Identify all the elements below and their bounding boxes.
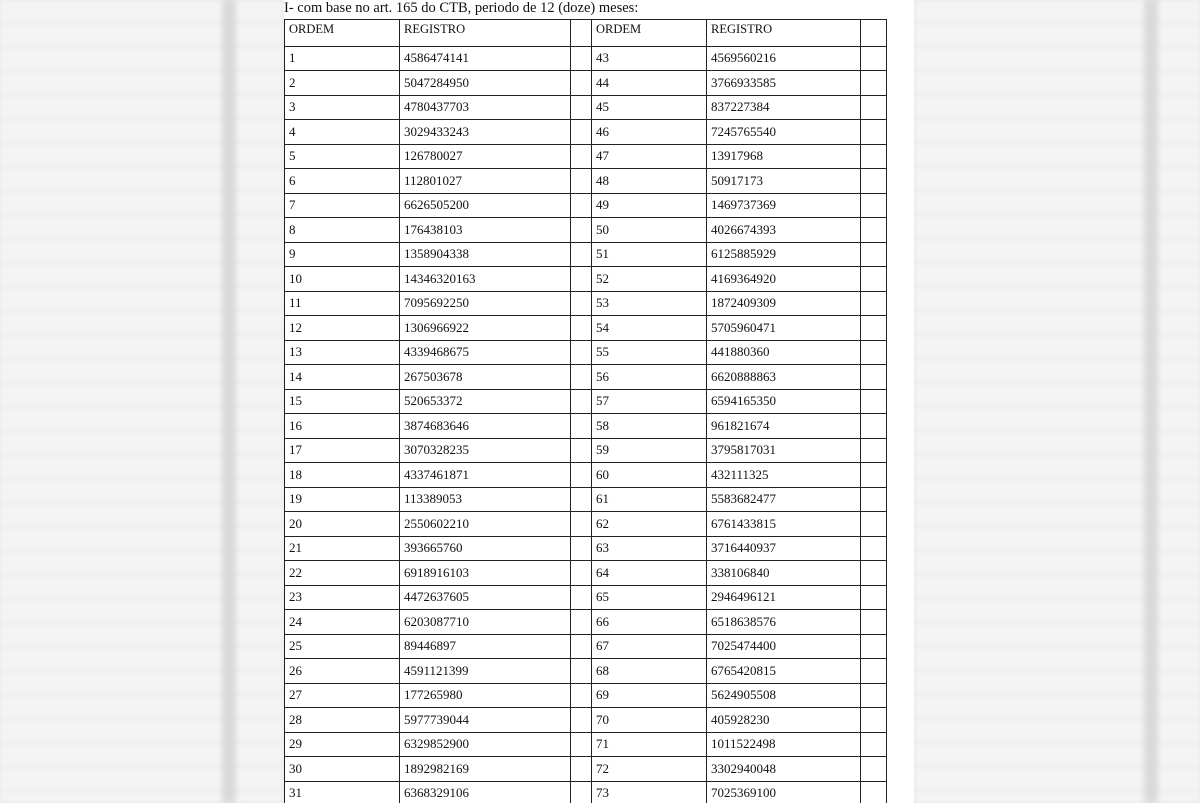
- spacer-cell: [861, 708, 887, 733]
- ordem-cell: 19: [285, 487, 400, 512]
- registro-cell: 1872409309: [707, 291, 861, 316]
- spacer-cell: [861, 365, 887, 390]
- ordem-cell: 58: [592, 414, 707, 439]
- spacer-cell: [571, 659, 592, 684]
- ordem-cell: 6: [285, 169, 400, 194]
- table-row: [285, 316, 887, 341]
- spacer-cell: [861, 242, 887, 267]
- spacer-cell: [571, 20, 592, 47]
- ordem-cell: 48: [592, 169, 707, 194]
- registro-cell: 6518638576: [707, 610, 861, 635]
- table-row: [285, 781, 887, 803]
- header-registro-left: REGISTRO: [400, 20, 571, 47]
- ordem-cell: 61: [592, 487, 707, 512]
- spacer-cell: [861, 732, 887, 757]
- table-row: [285, 585, 887, 610]
- ordem-cell: 9: [285, 242, 400, 267]
- spacer-cell: [861, 659, 887, 684]
- table-row: [285, 708, 887, 733]
- registro-cell: 432111325: [707, 463, 861, 488]
- table-body: [285, 46, 887, 803]
- ordem-cell: 67: [592, 634, 707, 659]
- ordem-cell: 14: [285, 365, 400, 390]
- ordem-cell: 51: [592, 242, 707, 267]
- registro-cell: 1892982169: [400, 757, 571, 782]
- table-row: [285, 536, 887, 561]
- registro-cell: 2946496121: [707, 585, 861, 610]
- ordem-cell: 27: [285, 683, 400, 708]
- spacer-cell: [861, 389, 887, 414]
- ordem-cell: 66: [592, 610, 707, 635]
- table-row: [285, 46, 887, 71]
- spacer-cell: [861, 781, 887, 803]
- ordem-cell: 55: [592, 340, 707, 365]
- ordem-cell: 21: [285, 536, 400, 561]
- ordem-cell: 73: [592, 781, 707, 803]
- registro-cell: 3070328235: [400, 438, 571, 463]
- spacer-cell: [861, 683, 887, 708]
- registro-cell: 112801027: [400, 169, 571, 194]
- registro-cell: 3302940048: [707, 757, 861, 782]
- ordem-cell: 72: [592, 757, 707, 782]
- ordem-cell: 23: [285, 585, 400, 610]
- spacer-cell: [571, 757, 592, 782]
- registro-cell: 6329852900: [400, 732, 571, 757]
- table-row: [285, 438, 887, 463]
- registro-cell: 7025369100: [707, 781, 861, 803]
- ordem-cell: 69: [592, 683, 707, 708]
- spacer-cell: [861, 267, 887, 292]
- table-row: [285, 634, 887, 659]
- registro-cell: 5583682477: [707, 487, 861, 512]
- registro-cell: 338106840: [707, 561, 861, 586]
- spacer-cell: [571, 781, 592, 803]
- ordem-cell: 15: [285, 389, 400, 414]
- spacer-cell: [571, 536, 592, 561]
- registro-cell: 4586474141: [400, 46, 571, 71]
- spacer-cell: [861, 291, 887, 316]
- table-row: [285, 463, 887, 488]
- spacer-cell: [861, 193, 887, 218]
- spacer-cell: [571, 512, 592, 537]
- registro-cell: 13917968: [707, 144, 861, 169]
- ordem-cell: 13: [285, 340, 400, 365]
- header-registro-right: REGISTRO: [707, 20, 861, 47]
- spacer-cell: [861, 463, 887, 488]
- spacer-cell: [571, 316, 592, 341]
- ordem-cell: 64: [592, 561, 707, 586]
- spacer-cell: [861, 169, 887, 194]
- table-header-row: [285, 20, 887, 47]
- spacer-cell: [571, 389, 592, 414]
- header-ordem-left: ORDEM: [285, 20, 400, 47]
- registro-cell: 837227384: [707, 95, 861, 120]
- registro-cell: 177265980: [400, 683, 571, 708]
- spacer-cell: [571, 634, 592, 659]
- table-row: [285, 169, 887, 194]
- registro-cell: 4780437703: [400, 95, 571, 120]
- ordem-cell: 16: [285, 414, 400, 439]
- registro-cell: 3795817031: [707, 438, 861, 463]
- table-row: [285, 193, 887, 218]
- spacer-cell: [571, 267, 592, 292]
- ordem-cell: 26: [285, 659, 400, 684]
- document-page: [284, 0, 914, 803]
- registro-cell: 113389053: [400, 487, 571, 512]
- registro-cell: 4339468675: [400, 340, 571, 365]
- spacer-cell: [571, 487, 592, 512]
- registro-cell: 2550602210: [400, 512, 571, 537]
- ordem-cell: 12: [285, 316, 400, 341]
- registro-cell: 6620888863: [707, 365, 861, 390]
- table-row: [285, 659, 887, 684]
- ordem-cell: 8: [285, 218, 400, 243]
- ordem-cell: 47: [592, 144, 707, 169]
- spacer-cell: [861, 120, 887, 145]
- table-row: [285, 267, 887, 292]
- registro-cell: 89446897: [400, 634, 571, 659]
- registro-cell: 3874683646: [400, 414, 571, 439]
- spacer-cell: [861, 610, 887, 635]
- registro-cell: 4591121399: [400, 659, 571, 684]
- registro-cell: 4472637605: [400, 585, 571, 610]
- spacer-cell: [861, 218, 887, 243]
- ordem-cell: 63: [592, 536, 707, 561]
- registro-cell: 7245765540: [707, 120, 861, 145]
- table-row: [285, 218, 887, 243]
- registro-cell: 3716440937: [707, 536, 861, 561]
- table-row: [285, 120, 887, 145]
- table-row: [285, 757, 887, 782]
- spacer-cell: [571, 71, 592, 96]
- registro-cell: 126780027: [400, 144, 571, 169]
- spacer-cell: [571, 561, 592, 586]
- registro-cell: 267503678: [400, 365, 571, 390]
- registro-cell: 176438103: [400, 218, 571, 243]
- table-row: [285, 95, 887, 120]
- ordem-cell: 1: [285, 46, 400, 71]
- ordem-cell: 22: [285, 561, 400, 586]
- spacer-cell: [571, 365, 592, 390]
- spacer-cell: [861, 561, 887, 586]
- spacer-cell: [571, 708, 592, 733]
- ordem-cell: 3: [285, 95, 400, 120]
- spacer-cell: [861, 340, 887, 365]
- ordem-cell: 46: [592, 120, 707, 145]
- ordem-cell: 24: [285, 610, 400, 635]
- ordem-cell: 56: [592, 365, 707, 390]
- ordem-cell: 71: [592, 732, 707, 757]
- table-row: [285, 144, 887, 169]
- document-caption: I- com base no art. 165 do CTB, periodo de 12 (doze) meses:: [284, 0, 639, 16]
- spacer-cell: [861, 585, 887, 610]
- table-row: [285, 732, 887, 757]
- ordem-cell: 7: [285, 193, 400, 218]
- registro-cell: 6594165350: [707, 389, 861, 414]
- blurred-background-left: [0, 0, 284, 803]
- table-row: [285, 610, 887, 635]
- ordem-cell: 49: [592, 193, 707, 218]
- spacer-cell: [571, 463, 592, 488]
- ordem-cell: 20: [285, 512, 400, 537]
- spacer-cell: [861, 512, 887, 537]
- registro-cell: 5624905508: [707, 683, 861, 708]
- registro-cell: 7095692250: [400, 291, 571, 316]
- ordem-cell: 52: [592, 267, 707, 292]
- registro-cell: 1011522498: [707, 732, 861, 757]
- spacer-cell: [571, 683, 592, 708]
- header-ordem-right: ORDEM: [592, 20, 707, 47]
- spacer-cell: [571, 120, 592, 145]
- ordem-cell: 62: [592, 512, 707, 537]
- table-row: [285, 683, 887, 708]
- spacer-cell: [861, 144, 887, 169]
- table-row: [285, 561, 887, 586]
- registro-cell: 4026674393: [707, 218, 861, 243]
- ordem-cell: 29: [285, 732, 400, 757]
- spacer-cell: [861, 634, 887, 659]
- table-row: [285, 242, 887, 267]
- ordem-cell: 59: [592, 438, 707, 463]
- ordem-cell: 4: [285, 120, 400, 145]
- blurred-background-right: [914, 0, 1200, 803]
- ordem-cell: 30: [285, 757, 400, 782]
- spacer-cell: [571, 46, 592, 71]
- table-row: [285, 340, 887, 365]
- registro-cell: 5705960471: [707, 316, 861, 341]
- ordem-cell: 60: [592, 463, 707, 488]
- spacer-cell: [861, 414, 887, 439]
- ordem-cell: 43: [592, 46, 707, 71]
- registro-cell: 520653372: [400, 389, 571, 414]
- registro-cell: 961821674: [707, 414, 861, 439]
- table-row: [285, 414, 887, 439]
- spacer-cell: [571, 732, 592, 757]
- ordem-cell: 31: [285, 781, 400, 803]
- spacer-cell: [571, 414, 592, 439]
- spacer-cell: [571, 438, 592, 463]
- table-row: [285, 487, 887, 512]
- spacer-cell: [861, 20, 887, 47]
- registro-cell: 6918916103: [400, 561, 571, 586]
- spacer-cell: [861, 95, 887, 120]
- registro-cell: 441880360: [707, 340, 861, 365]
- spacer-cell: [861, 757, 887, 782]
- registro-cell: 6626505200: [400, 193, 571, 218]
- spacer-cell: [571, 340, 592, 365]
- registro-cell: 6203087710: [400, 610, 571, 635]
- ordem-cell: 45: [592, 95, 707, 120]
- ordem-cell: 17: [285, 438, 400, 463]
- ordem-cell: 68: [592, 659, 707, 684]
- ordem-cell: 11: [285, 291, 400, 316]
- registry-table: [284, 19, 887, 803]
- registro-cell: 3029433243: [400, 120, 571, 145]
- ordem-cell: 57: [592, 389, 707, 414]
- registro-cell: 4169364920: [707, 267, 861, 292]
- ordem-cell: 25: [285, 634, 400, 659]
- spacer-cell: [571, 144, 592, 169]
- spacer-cell: [571, 585, 592, 610]
- registro-cell: 5047284950: [400, 71, 571, 96]
- spacer-cell: [571, 95, 592, 120]
- ordem-cell: 65: [592, 585, 707, 610]
- registro-cell: 5977739044: [400, 708, 571, 733]
- ordem-cell: 70: [592, 708, 707, 733]
- registro-cell: 6765420815: [707, 659, 861, 684]
- registro-cell: 393665760: [400, 536, 571, 561]
- table-row: [285, 512, 887, 537]
- spacer-cell: [571, 169, 592, 194]
- spacer-cell: [861, 438, 887, 463]
- registro-cell: 6761433815: [707, 512, 861, 537]
- registro-cell: 405928230: [707, 708, 861, 733]
- ordem-cell: 44: [592, 71, 707, 96]
- spacer-cell: [861, 46, 887, 71]
- registro-cell: 7025474400: [707, 634, 861, 659]
- table-row: [285, 389, 887, 414]
- spacer-cell: [861, 536, 887, 561]
- registro-cell: 4337461871: [400, 463, 571, 488]
- ordem-cell: 28: [285, 708, 400, 733]
- spacer-cell: [571, 291, 592, 316]
- registro-cell: 1469737369: [707, 193, 861, 218]
- spacer-cell: [861, 71, 887, 96]
- registro-cell: 1306966922: [400, 316, 571, 341]
- registro-cell: 6125885929: [707, 242, 861, 267]
- registro-cell: 3766933585: [707, 71, 861, 96]
- table-row: [285, 365, 887, 390]
- registro-cell: 14346320163: [400, 267, 571, 292]
- spacer-cell: [861, 487, 887, 512]
- table-row: [285, 71, 887, 96]
- registro-cell: 6368329106: [400, 781, 571, 803]
- spacer-cell: [571, 193, 592, 218]
- spacer-cell: [571, 242, 592, 267]
- registro-cell: 50917173: [707, 169, 861, 194]
- table-row: [285, 291, 887, 316]
- ordem-cell: 10: [285, 267, 400, 292]
- registro-cell: 1358904338: [400, 242, 571, 267]
- ordem-cell: 5: [285, 144, 400, 169]
- spacer-cell: [571, 218, 592, 243]
- spacer-cell: [861, 316, 887, 341]
- ordem-cell: 18: [285, 463, 400, 488]
- ordem-cell: 54: [592, 316, 707, 341]
- ordem-cell: 50: [592, 218, 707, 243]
- spacer-cell: [571, 610, 592, 635]
- ordem-cell: 53: [592, 291, 707, 316]
- ordem-cell: 2: [285, 71, 400, 96]
- registro-cell: 4569560216: [707, 46, 861, 71]
